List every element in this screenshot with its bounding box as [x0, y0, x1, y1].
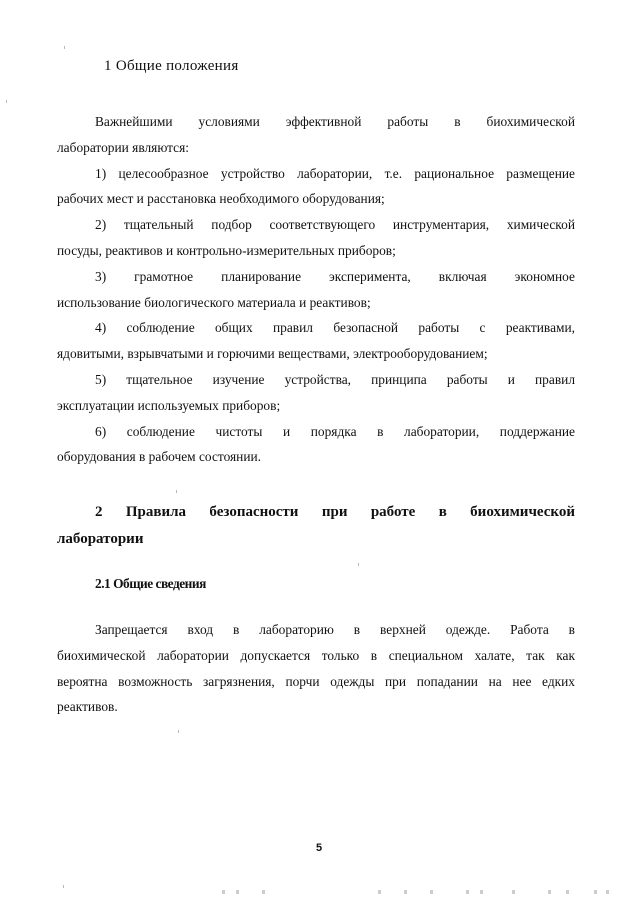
para-line-4: реактивов. — [57, 699, 118, 715]
scan-mark — [512, 890, 515, 894]
para-line-2: биохимической лаборатории допускается только в специальном халате, так как — [57, 647, 575, 663]
list-item-6-line-2: оборудования в рабочем состоянии. — [57, 449, 262, 465]
scan-speck — [176, 490, 177, 493]
list-item-1-line-2: рабочих мест и расстановка необходимого оборудования; — [57, 191, 385, 207]
intro-line-2: лаборатории являются: — [57, 139, 189, 155]
list-item-3-line-2: использование биологического материала и реактивов; — [57, 294, 371, 310]
para-line-3: вероятна возможность загрязнения, порчи одежды при попадании на нее едких — [57, 673, 575, 689]
scan-mark — [480, 890, 483, 894]
scan-speck — [178, 730, 179, 733]
para-line-1: Запрещается вход в лабораторию в верхней одежде. Работа в — [95, 622, 575, 637]
list-item-5-line-1: 5) тщательное изучение устройства, принципа работы и правил — [95, 371, 575, 387]
list-item-1-line-1: 1) целесообразное устройство лаборатории, т.е. рациональное размещение — [95, 165, 575, 181]
list-item-4-line-2: ядовитыми, взрывчатыми и горючими веществами, электрооборудованием; — [57, 346, 488, 362]
section-2-title-line-2: лаборатории — [57, 531, 144, 547]
list-item-5-line-2: эксплуатации используемых приборов; — [57, 397, 281, 413]
scan-mark — [594, 890, 597, 894]
scan-speck — [6, 100, 7, 103]
scan-mark — [262, 890, 265, 894]
section-2-title — [57, 499, 575, 553]
list-item-4-line-1: 4) соблюдение общих правил безопасной работы с реактивами, — [95, 320, 575, 336]
scan-speck — [358, 563, 359, 566]
list-item-6-line-1: 6) соблюдение чистоты и порядка в лаборатории, поддержание — [95, 423, 575, 439]
scan-mark — [222, 890, 225, 894]
scan-speck — [63, 885, 64, 888]
scan-mark — [606, 890, 609, 894]
section-2-title-line-1: 2 Правила безопасности при работе в биохимической — [95, 504, 575, 520]
page-number: 5 — [315, 842, 323, 854]
scan-mark — [548, 890, 551, 894]
scan-mark — [236, 890, 239, 894]
subsection-2-1-title: 2.1 Общие сведения — [95, 576, 206, 591]
scan-mark — [404, 890, 407, 894]
section-1-title: 1 Общие положения — [104, 58, 239, 74]
scan-mark — [466, 890, 469, 894]
scan-mark — [430, 890, 433, 894]
scan-mark — [378, 890, 381, 894]
list-item-3-line-1: 3) грамотное планирование эксперимента, включая экономное — [95, 268, 575, 284]
scan-mark — [566, 890, 569, 894]
scan-speck — [64, 46, 65, 49]
list-item-2-line-1: 2) тщательный подбор соответствующего инструментария, химической — [95, 217, 575, 233]
section-1-body — [57, 109, 575, 470]
section-2-1-body — [57, 617, 575, 720]
intro-line-1: Важнейшими условиями эффективной работы в биохимической — [95, 114, 575, 129]
list-item-2-line-2: посуды, реактивов и контрольно-измерительных приборов; — [57, 242, 396, 258]
